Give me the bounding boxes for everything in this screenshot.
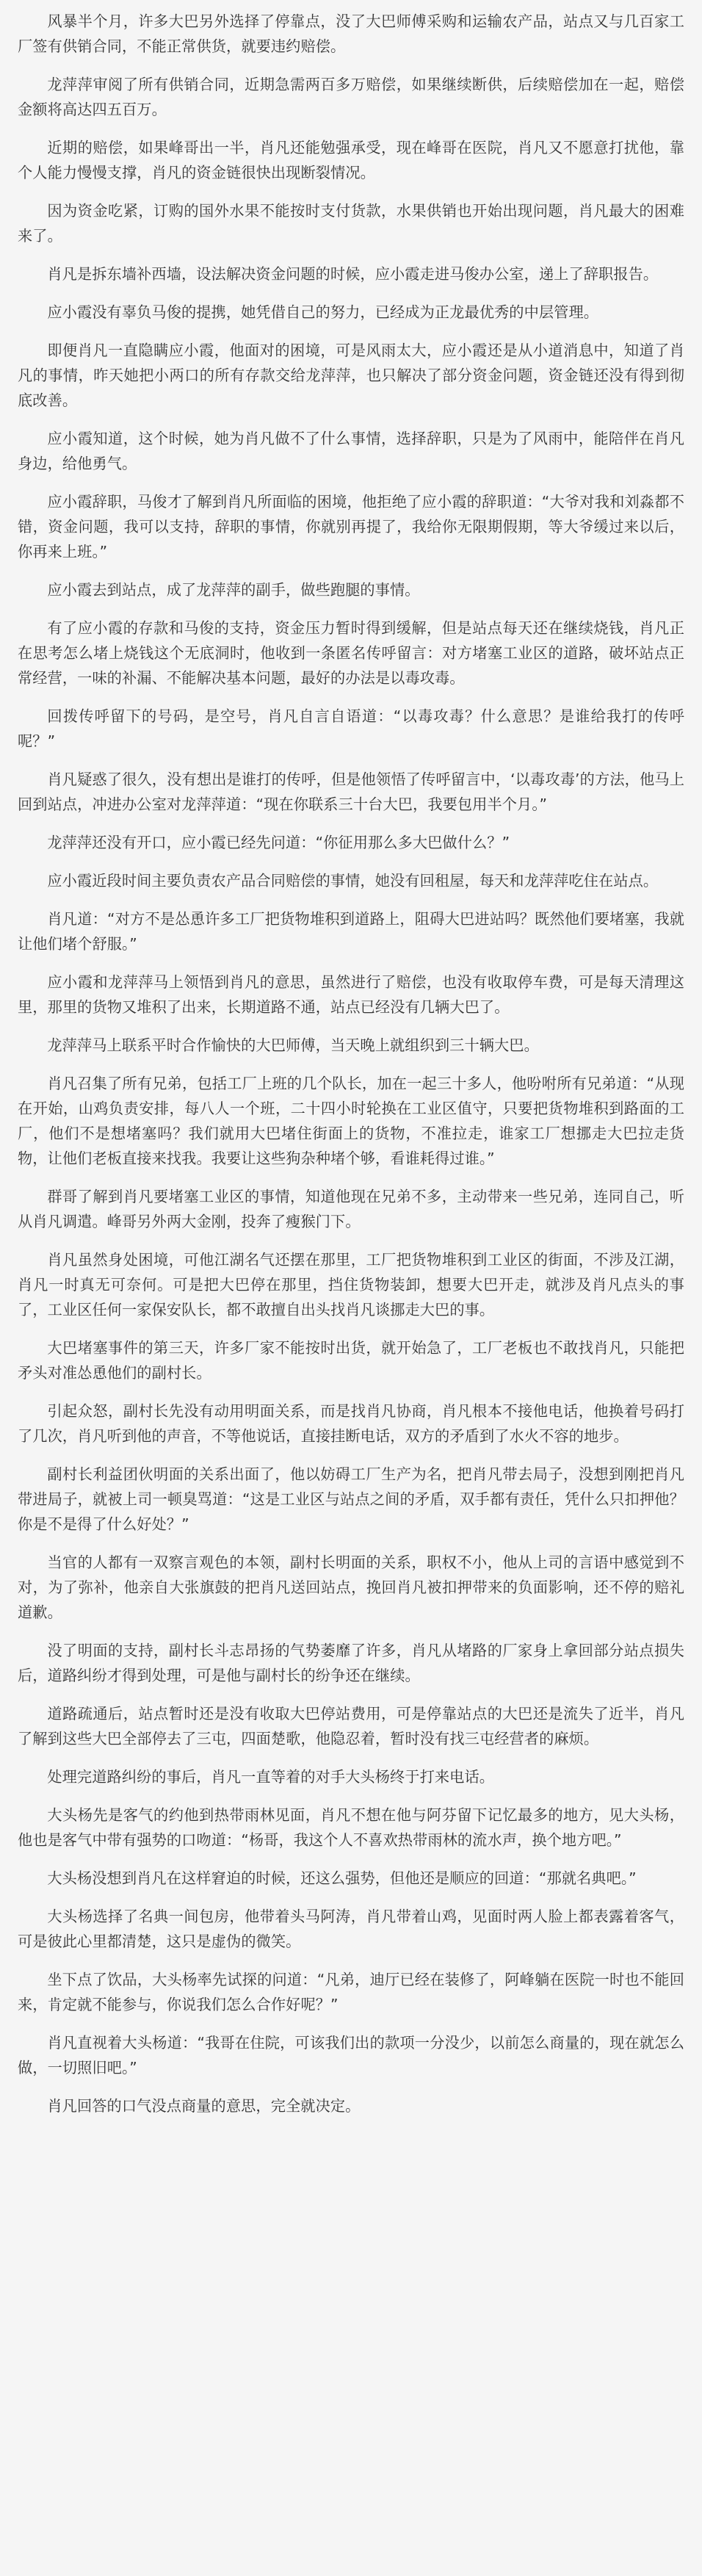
paragraph: 肖凡回答的口气没点商量的意思，完全就决定。 [47, 2097, 361, 2115]
paragraph: 龙萍萍马上联系平时合作愉快的大巴师傅，当天晚上就组织到三十辆大巴。 [47, 1036, 539, 1054]
paragraph: 没了明面的支持，副村长斗志昂扬的气势萎靡了许多，肖凡从堵路的厂家身上拿回部分站点损失后，道路纠纷才得到处理，可是他与副村长的纷争还在继续。 [18, 1642, 684, 1684]
paragraph: 大巴堵塞事件的第三天，许多厂家不能按时出货，就开始急了，工厂老板也不敢找肖凡，只能把矛头对准怂恿他们的副村长。 [18, 1339, 684, 1382]
paragraph: 肖凡道：“对方不是怂恿许多工厂把货物堆积到道路上，阻碍大巴进站吗？既然他们要堵塞，我就让他们堵个舒服。” [18, 910, 684, 953]
paragraph: 大头杨没想到肖凡在这样窘迫的时候，还这么强势，但他还是顺应的回道：“那就名典吧。” [47, 1869, 637, 1887]
paragraph: 当官的人都有一双察言观色的本领，副村长明面的关系，职权不小，他从上司的言语中感觉到不对，为了弥补，他亲自大张旗鼓的把肖凡送回站点，挽回肖凡被扣押带来的负面影响，还不停的赔礼道歉。 [18, 1554, 684, 1621]
paragraph: 坐下点了饮品，大头杨率先试探的问道：“凡弟，迪厅已经在装修了，阿峰躺在医院一时也不能回来，肯定就不能参与，你说我们怎么合作好呢？” [18, 1971, 684, 2013]
paragraph: 应小霞近段时间主要负责农产品合同赔偿的事情，她没有回租屋，每天和龙萍萍吃住在站点。 [47, 872, 659, 890]
paragraph: 群哥了解到肖凡要堵塞工业区的事情，知道他现在兄弟不多，主动带来一些兄弟，连同自己，听从肖凡调遣。峰哥另外两大金刚，投奔了瘦猴门下。 [18, 1188, 684, 1230]
paragraph: 近期的赔偿，如果峰哥出一半，肖凡还能勉强承受，现在峰哥在医院，肖凡又不愿意打扰他，靠个人能力慢慢支撑，肖凡的资金链很快出现断裂情况。 [18, 139, 684, 181]
paragraph: 肖凡疑惑了很久，没有想出是谁打的传呼，但是他领悟了传呼留言中，‘以毒攻毒’的方法，他马上回到站点，冲进办公室对龙萍萍道：“现在你联系三十台大巴，我要包用半个月。” [18, 771, 684, 813]
paragraph: 应小霞没有辜负马俊的提携，她凭借自己的努力，已经成为正龙最优秀的中层管理。 [47, 303, 599, 321]
paragraph: 龙萍萍审阅了所有供销合同，近期急需两百多万赔偿，如果继续断供，后续赔偿加在一起，赔偿金额将高达四五百万。 [18, 76, 684, 118]
paragraph: 道路疏通后，站点暂时还是没有收取大巴停站费用，可是停靠站点的大巴还是流失了近半，肖凡了解到这些大巴全部停去了三屯，四面楚歌，他隐忍着，暂时没有找三屯经营者的麻烦。 [18, 1705, 684, 1747]
paragraph: 应小霞知道，这个时候，她为肖凡做不了什么事情，选择辞职，只是为了风雨中，能陪伴在肖凡身边，给他勇气。 [18, 430, 684, 472]
paragraph: 大头杨选择了名典一间包房，他带着头马阿涛，肖凡带着山鸡，见面时两人脸上都表露着客气，可是彼此心里都清楚，这只是虚伪的微笑。 [18, 1908, 684, 1950]
paragraph: 即便肖凡一直隐瞒应小霞，他面对的困境，可是风雨太大，应小霞还是从小道消息中，知道了肖凡的事情，昨天她把小两口的所有存款交给龙萍萍，也只解决了部分资金问题，资金链还没有得到彻底改善。 [18, 342, 684, 409]
paragraph: 因为资金吃紧，订购的国外水果不能按时支付货款，水果供销也开始出现问题，肖凡最大的困难来了。 [18, 202, 684, 245]
paragraph: 龙萍萍还没有开口，应小霞已经先问道：“你征用那么多大巴做什么？” [47, 834, 510, 851]
paragraph: 应小霞和龙萍萍马上领悟到肖凡的意思，虽然进行了赔偿，也没有收取停车费，可是每天清理这里，那里的货物又堆积了出来，长期道路不通，站点已经没有几辆大巴了。 [18, 973, 684, 1016]
paragraph: 肖凡召集了所有兄弟，包括工厂上班的几个队长，加在一起三十多人，他吩咐所有兄弟道：“从现在开始，山鸡负责安排，每八人一个班，二十四小时轮换在工业区值守，只要把货物堆积到路面的工厂，他们不是想堵塞吗？我们就用大巴堵住街面上的货物，不准拉走，谁家工厂想挪走大巴拉走货物，让他们老板直接来找我。我要让这些狗杂种堵个够，看谁耗得过谁。” [18, 1075, 684, 1167]
paragraph: 肖凡虽然身处困境，可他江湖名气还摆在那里，工厂把货物堆积到工业区的街面，不涉及江湖，肖凡一时真无可奈何。可是把大巴停在那里，挡住货物装卸，想要大巴开走，就涉及肖凡点头的事了，工业区任何一家保安队长，都不敢擅自出头找肖凡谈挪走大巴的事。 [18, 1251, 684, 1318]
paragraph: 肖凡是拆东墙补西墙，设法解决资金问题的时候，应小霞走进马俊办公室，递上了辞职报告。 [47, 265, 659, 283]
paragraph: 引起众怒，副村长先没有动用明面关系，而是找肖凡协商，肖凡根本不接他电话，他换着号码打了几次，肖凡听到他的声音，不等他说话，直接挂断电话，双方的矛盾到了水火不容的地步。 [18, 1402, 684, 1445]
paragraph: 应小霞辞职，马俊才了解到肖凡所面临的困境，他拒绝了应小霞的辞职道：“大爷对我和刘淼都不错，资金问题，我可以支持，辞职的事情，你就别再提了，我给你无限期假期，等大爷缓过来以后，你再来上班。” [18, 493, 684, 560]
paragraph: 有了应小霞的存款和马俊的支持，资金压力暂时得到缓解，但是站点每天还在继续烧钱，肖凡正在思考怎么堵上烧钱这个无底洞时，他收到一条匿名传呼留言：对方堵塞工业区的道路，破坏站点正常经营，一味的补漏、不能解决基本问题，最好的办法是以毒攻毒。 [18, 619, 684, 687]
paragraph: 肖凡直视着大头杨道：“我哥在住院，可该我们出的款项一分没少，以前怎么商量的，现在就怎么做，一切照旧吧。” [18, 2034, 684, 2077]
paragraph: 大头杨先是客气的约他到热带雨林见面，肖凡不想在他与阿芬留下记忆最多的地方，见大头杨，他也是客气中带有强势的口吻道：“杨哥，我这个人不喜欢热带雨林的流水声，换个地方吧。” [18, 1806, 684, 1849]
paragraph: 风暴半个月，许多大巴另外选择了停靠点，没了大巴师傅采购和运输农产品，站点又与几百家工厂签有供销合同，不能正常供货，就要违约赔偿。 [18, 12, 684, 55]
paragraph: 处理完道路纠纷的事后，肖凡一直等着的对手大头杨终于打来电话。 [47, 1768, 495, 1786]
paragraph: 应小霞去到站点，成了龙萍萍的副手，做些跑腿的事情。 [47, 581, 420, 599]
paragraph: 回拨传呼留下的号码，是空号，肖凡自言自语道：“以毒攻毒？什么意思？是谁给我打的传呼呢？” [18, 707, 684, 750]
paragraph: 副村长利益团伙明面的关系出面了，他以妨碍工厂生产为名，把肖凡带去局子，没想到刚把肖凡带进局子，就被上司一顿臭骂道：“这是工业区与站点之间的矛盾，双手都有责任，凭什么只扣押他？你是不是得了什么好处？” [18, 1465, 684, 1533]
